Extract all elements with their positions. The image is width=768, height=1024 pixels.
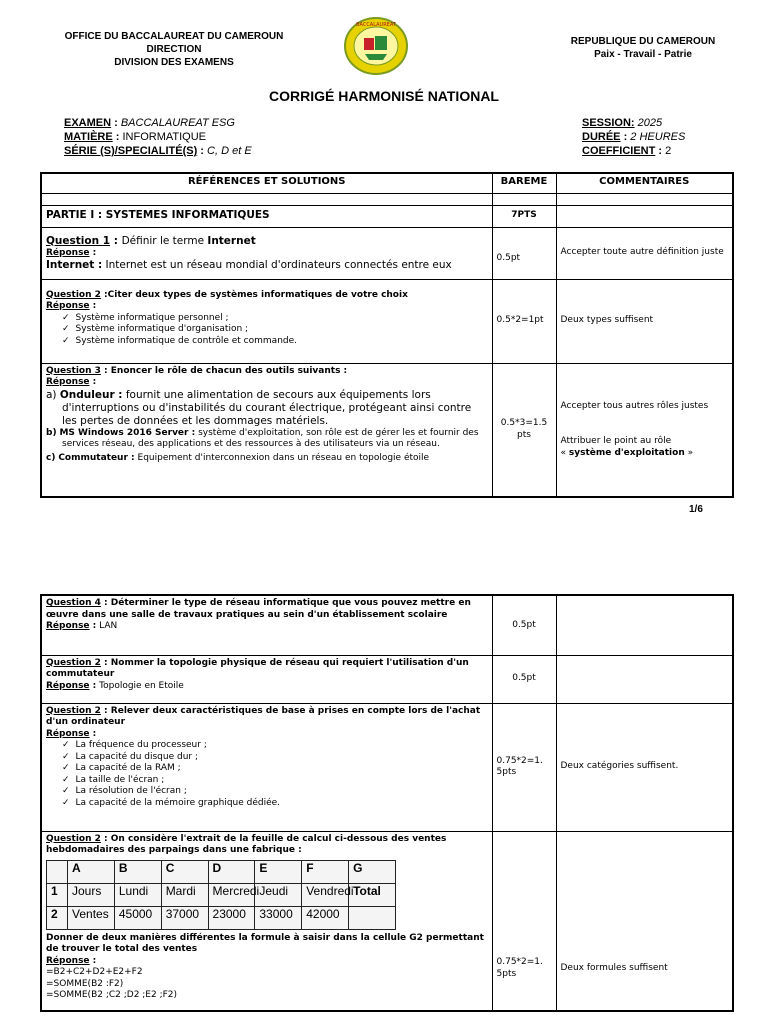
q2-label: Question 2 bbox=[46, 289, 101, 300]
list-item: ✓ La capacité de la mémoire graphique dédiée. bbox=[76, 798, 488, 810]
q5-label: Question 2 bbox=[46, 657, 101, 668]
list-item: ✓ La fréquence du processeur ; bbox=[76, 740, 488, 752]
sheet-col-header: A bbox=[68, 860, 115, 883]
list-item: ✓ Système informatique d'organisation ; bbox=[76, 324, 488, 336]
q1-label: Question 1 bbox=[46, 234, 111, 247]
sheet-col-header: C bbox=[161, 860, 208, 883]
q3-comment-2-pre: Attribuer le point au rôle bbox=[560, 436, 672, 446]
col-header-refs: RÉFÉRENCES ET SOLUTIONS bbox=[41, 173, 492, 193]
q7-text: : On considère l'extrait de la feuille de calcul ci-dessous des ventes hebdomadaires des parpaings dans une fabrique : bbox=[46, 833, 447, 855]
q3-c-text: Equipement d'interconnexion dans un réseau en topologie étoile bbox=[137, 452, 430, 463]
q2-bareme: 0.5*2=1pt bbox=[492, 279, 556, 363]
sheet-cell: 33000 bbox=[255, 906, 302, 929]
q3-c-label: Commutateur : bbox=[58, 452, 135, 463]
page-number: 1/6 bbox=[689, 504, 703, 515]
matiere-label: MATIÈRE bbox=[64, 131, 113, 143]
office-logo bbox=[343, 16, 409, 76]
q3-a-text: fournit une alimentation de secours aux équipements lors d'interruptions ou d'instabilités du courant électrique, protégeant ainsi contre les pertes de données et les dommages matériels. bbox=[62, 388, 472, 427]
q3-label: Question 3 bbox=[46, 365, 101, 376]
col-header-bareme: BAREME bbox=[492, 173, 556, 193]
partie1-points: 7PTS bbox=[492, 205, 556, 227]
corrige-table-page2 bbox=[40, 594, 734, 1012]
sheet-cell: Mercredi bbox=[208, 883, 255, 906]
q6-content: Question 2 : Relever deux caractéristiques de base à prises en compte lors de l'achat d'un ordinateur Réponse : ✓ La fréquence du processeur ; ✓ La capacité du disque dur ; ✓ La capacité de la RAM ; ✓ La taille de l'écran ; ✓ La résolution de l'écran ; ✓ La capacité de la mémoire graphique dédiée. bbox=[41, 703, 492, 831]
q3-b-text: système d'exploitation, son rôle est de gérer les et fournir des services réseau, des applications et des ressources à des utilisateurs via un réseau. bbox=[62, 427, 479, 449]
header-left bbox=[60, 30, 288, 69]
q1-text: Définir le terme bbox=[121, 234, 205, 247]
list-item: ✓ Système informatique personnel ; bbox=[76, 313, 488, 325]
matiere-value: INFORMATIQUE bbox=[122, 131, 206, 143]
q3-rep: Réponse bbox=[46, 377, 90, 387]
q5-text: : Nommer la topologie physique de réseau qui requiert l'utilisation d'un commutateur bbox=[46, 657, 469, 679]
q4-bareme: 0.5pt bbox=[492, 595, 556, 655]
q3-b-label: MS Windows 2016 Server : bbox=[59, 427, 196, 438]
sheet-row-header: 1 bbox=[47, 883, 68, 906]
session-value: 2025 bbox=[637, 117, 663, 129]
sheet-cell bbox=[349, 906, 396, 929]
q5-bareme: 0.5pt bbox=[492, 655, 556, 703]
sheet-col-header: G bbox=[349, 860, 396, 883]
header-direction: DIRECTION bbox=[146, 44, 202, 55]
spreadsheet-extract bbox=[46, 860, 396, 930]
q1-bareme: 0.5pt bbox=[492, 227, 556, 279]
coef-value: 2 bbox=[665, 145, 672, 157]
meta-session bbox=[582, 116, 685, 130]
q5-row bbox=[41, 655, 733, 703]
page-title: CORRIGÉ HARMONISÉ NATIONAL bbox=[269, 88, 499, 104]
meta-matiere: MATIÈRE : INFORMATIQUE bbox=[64, 131, 206, 143]
coef-label: COEFFICIENT bbox=[582, 145, 656, 157]
list-item: ✓ La taille de l'écran ; bbox=[76, 775, 488, 787]
list-item: ✓ Système informatique de contrôle et commande. bbox=[76, 336, 488, 348]
q6-text: : Relever deux caractéristiques de base à prises en compte lors de l'achat d'un ordinateur bbox=[46, 705, 481, 727]
serie-label: SÉRIE (S)/SPECIALITÉ(S) bbox=[64, 145, 198, 157]
q2-content: Question 2 :Citer deux types de systèmes informatiques de votre choix Réponse : ✓ Système informatique personnel ; ✓ Système informatique d'organisation ; ✓ Système informatique de contrôle et commande. bbox=[41, 279, 492, 363]
duree-label: DURÉE bbox=[582, 131, 621, 143]
sheet-cell: Jeudi bbox=[255, 883, 302, 906]
meta-coef: COEFFICIENT : 2 bbox=[582, 145, 672, 157]
sheet-col-header: F bbox=[302, 860, 349, 883]
examen-value: BACCALAUREAT ESG bbox=[120, 117, 235, 129]
q7-rep: Réponse bbox=[46, 955, 90, 966]
header-office: OFFICE DU BACCALAUREAT DU CAMEROUN bbox=[64, 31, 284, 42]
q5-answer: Topologie en Etoile bbox=[99, 680, 184, 691]
header-right bbox=[558, 35, 728, 61]
serie-value: C, D et E bbox=[207, 145, 252, 157]
q3-comment-2-bold: système d'exploitation bbox=[568, 447, 685, 458]
sheet-cell: 23000 bbox=[208, 906, 255, 929]
meta-right bbox=[582, 116, 685, 158]
q1-comment: Accepter toute autre définition juste bbox=[556, 227, 733, 279]
duree-value: 2 HEURES bbox=[630, 131, 686, 143]
q5-rep: Réponse bbox=[46, 680, 90, 691]
q1-row bbox=[41, 227, 733, 279]
sheet-col-header: B bbox=[114, 860, 161, 883]
sheet-cell: Lundi bbox=[114, 883, 161, 906]
q7-text2: Donner de deux manières différentes la formule à saisir dans la cellule G2 permettant de trouver le total des ventes bbox=[46, 932, 484, 954]
header-motto: Paix - Travail - Patrie bbox=[594, 49, 692, 60]
q3-comment-1: Accepter tous autres rôles justes bbox=[560, 400, 709, 411]
q3-comment bbox=[556, 363, 733, 497]
q5-content: Question 2 : Nommer la topologie physique de réseau qui requiert l'utilisation d'un commutateur Réponse : Topologie en Etoile bbox=[41, 655, 492, 703]
q7-row bbox=[41, 831, 733, 1011]
q3-comment-2: Attribuer le point au rôle « système d'exploitation » bbox=[560, 436, 694, 458]
list-item: ✓ La capacité du disque dur ; bbox=[76, 752, 488, 764]
q3-bareme: 0.5*3=1.5 pts bbox=[492, 363, 556, 497]
q4-row bbox=[41, 595, 733, 655]
q1-answer: Internet est un réseau mondial d'ordinateurs connectés entre eux bbox=[105, 259, 452, 271]
q7-label: Question 2 bbox=[46, 833, 101, 844]
q6-bareme: 0.75*2=1. 5pts bbox=[492, 703, 556, 831]
q7-bareme: 0.75*2=1. 5pts bbox=[492, 831, 556, 1011]
q6-row bbox=[41, 703, 733, 831]
q3-a-label: Onduleur : bbox=[59, 388, 123, 401]
q7-comment: Deux formules suffisent bbox=[556, 831, 733, 1011]
q1-content: Question 1 : Définir le terme Internet Réponse : Internet : Internet est un réseau mondial d'ordinateurs connectés entre eux bbox=[41, 227, 492, 279]
list-item: ✓ La capacité de la RAM ; bbox=[76, 763, 488, 775]
formula: =SOMME(B2 :F2) bbox=[46, 978, 124, 989]
sheet-row-header: 2 bbox=[47, 906, 68, 929]
formula: =B2+C2+D2+E2+F2 bbox=[46, 967, 143, 977]
q7-content: Question 2 : On considère l'extrait de la feuille de calcul ci-dessous des ventes hebdomadaires des parpaings dans une fabrique : A B C D E F G 1 Jours Lundi Mardi Mercredi Jeudi Vendredi Total 2 Ventes 45000 37000 23000 33000 42000 Donner de deux manières différentes la formule à saisir dans la cellule G2 permettant de trouver le total des ventes Réponse : =B2+C2+D2+E2+F2 =SOMME(B2 :F2) =SOMME(B2 ;C2 ;D2 ;E2 ;F2) bbox=[41, 831, 492, 1011]
examen-label: EXAMEN bbox=[64, 117, 112, 129]
q6-rep: Réponse bbox=[46, 728, 90, 739]
logo-text: BACCALAUREAT bbox=[356, 22, 396, 28]
q2-row bbox=[41, 279, 733, 363]
q6-label: Question 2 bbox=[46, 705, 101, 716]
q4-label: Question 4 bbox=[46, 598, 101, 608]
sheet-col-header: E bbox=[255, 860, 302, 883]
session-label: SESSION: bbox=[582, 117, 635, 129]
meta-serie: SÉRIE (S)/SPECIALITÉ(S) : C, D et E bbox=[64, 145, 252, 157]
sheet-cell: Ventes bbox=[68, 906, 115, 929]
q1-ans-label: Internet : bbox=[46, 259, 103, 271]
col-header-comments: COMMENTAIRES bbox=[556, 173, 733, 193]
sheet-cell: 42000 bbox=[302, 906, 349, 929]
q4-content: Question 4 : Déterminer le type de réseau informatique que vous pouvez mettre en œuvre dans une salle de travaux pratiques au sein d'un établissement scolaire Réponse : LAN bbox=[41, 595, 492, 655]
header-republic: REPUBLIQUE DU CAMEROUN bbox=[570, 36, 716, 47]
q2-comment: Deux types suffisent bbox=[556, 279, 733, 363]
sheet-cell: 45000 bbox=[114, 906, 161, 929]
sheet-cell: Total bbox=[349, 883, 396, 906]
q6-comment: Deux catégories suffisent. bbox=[556, 703, 733, 831]
q3-content: Question 3 : Enoncer le rôle de chacun des outils suivants : Réponse : a) Onduleur : fournit une alimentation de secours aux équipements lors d'interruptions ou d'instabilités du courant électrique, protégeant ainsi contre les pertes de données et les dommages matériels. b) MS Windows 2016 Server : système d'exploitation, son rôle est de gérer les et fournir des services réseau, des applications et des ressources à des utilisateurs via un réseau. c) Commutateur : Equipement d'interconnexion dans un réseau en topologie étoile bbox=[41, 363, 492, 497]
q3-text: : Enoncer le rôle de chacun des outils suivants : bbox=[104, 365, 348, 376]
partie1-title: PARTIE I : SYSTEMES INFORMATIQUES bbox=[41, 205, 492, 227]
q4-text: : Déterminer le type de réseau informatique que vous pouvez mettre en œuvre dans une salle de travaux pratiques au sein d'un établissement scolaire bbox=[46, 598, 471, 620]
q2-rep: Réponse bbox=[46, 301, 90, 311]
sheet-cell: Mardi bbox=[161, 883, 208, 906]
q3-row bbox=[41, 363, 733, 497]
corrige-table-page1 bbox=[40, 172, 734, 498]
q2-text: :Citer deux types de systèmes informatiques de votre choix bbox=[104, 289, 408, 300]
sheet-cell: Vendredi bbox=[302, 883, 349, 906]
sheet-cell: Jours bbox=[68, 883, 115, 906]
sheet-cell: 37000 bbox=[161, 906, 208, 929]
formula: =SOMME(B2 ;C2 ;D2 ;E2 ;F2) bbox=[46, 990, 178, 1000]
meta-examen: EXAMEN : BACCALAUREAT ESG bbox=[64, 117, 235, 129]
header-division: DIVISION DES EXAMENS bbox=[114, 57, 234, 68]
q1-term: Internet bbox=[207, 234, 256, 247]
sheet-corner bbox=[47, 860, 68, 883]
list-item: ✓ La résolution de l'écran ; bbox=[76, 786, 488, 798]
sheet-col-header: D bbox=[208, 860, 255, 883]
meta-duree: DURÉE : 2 HEURES bbox=[582, 131, 686, 143]
q1-rep: Réponse bbox=[46, 247, 90, 258]
q4-answer: LAN bbox=[99, 621, 118, 631]
q4-rep: Réponse bbox=[46, 621, 90, 631]
meta-left bbox=[64, 116, 252, 158]
